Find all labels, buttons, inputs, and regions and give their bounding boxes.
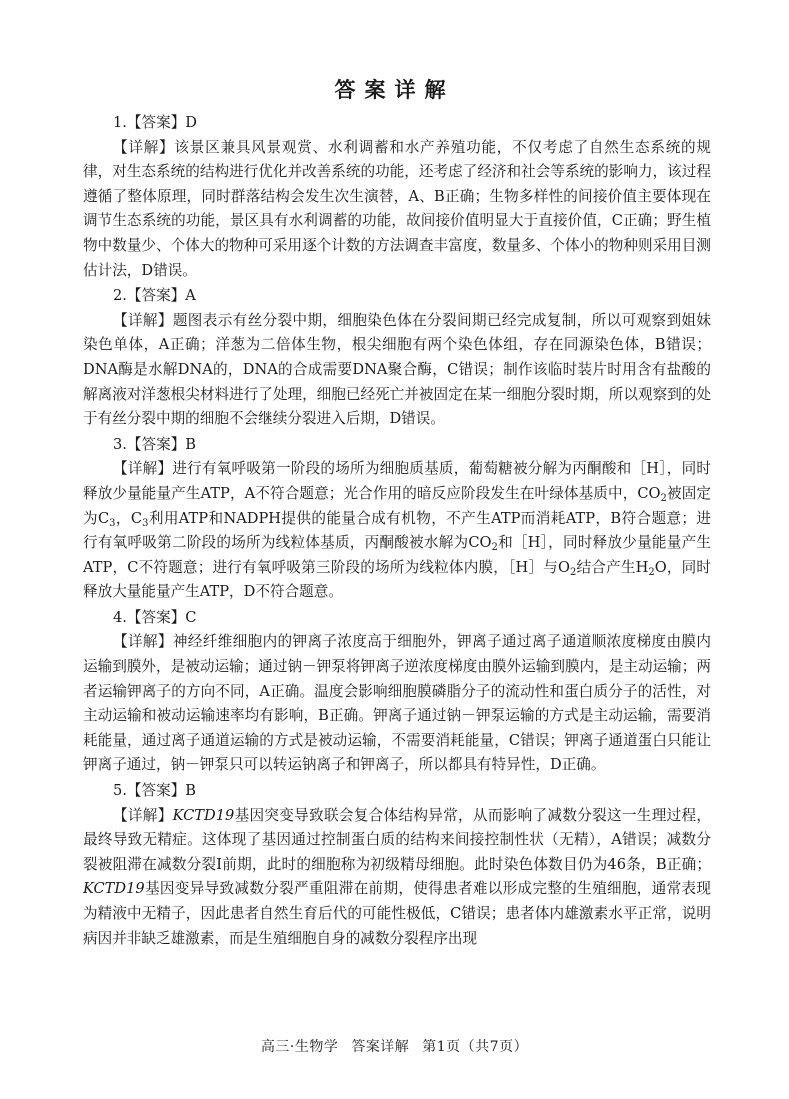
answer-line: 1.【答案】D [113,114,197,131]
indent [83,139,113,156]
explanation-text: ，C [115,509,143,527]
gene-name: KCTD19 [83,880,145,898]
answer-content [83,110,711,951]
explanation-text: 结合产生H [576,558,649,576]
page-footer [0,1036,789,1056]
subscript: 2 [569,566,577,578]
answer-line: 4.【答案】C [113,608,197,626]
answer-line: 5.【答案】B [113,782,197,800]
indent [83,633,113,650]
explanation-text: 【详解】题图表示有丝分裂中期，细胞染色体在分裂间期已经完成复制，所以可观察到姐妹染色单体，A正确；洋葱为二倍体生物，根尖细胞有两个染色体组，存在同源染色体，B错误；DNA酶是水解DNA的，DNA的合成需要DNA聚合酶，C错误；制作该临时装片时用含有盐酸的解离液对洋葱根尖材料进行了处理，细胞已经死亡并被固定在某一细胞分裂时期，所以观察到的处于有丝分裂中期的细胞不会继续分裂进入后期，D错误。 [83,311,711,428]
explanation-text: 基因突变导致联会复合体结构异常，从而影响了减数分裂这一生理过程，最终导致无精症。这体现了基因通过控制蛋白质的结构来间接控制性状（无精），A错误；减数分裂被阻滞在减数分裂Ⅰ前期，此时的细胞称为初级精母细胞。此时染色体数目仍为46条，B正确； [83,806,711,873]
answer-explanation [83,804,711,952]
explanation-text: 【详解】 [113,806,173,824]
answer-explanation [83,136,711,284]
subscript: 2 [660,492,667,504]
subscript: 2 [491,542,498,554]
indent [83,807,113,824]
footer-page-number: 第1页（共7页） [422,1039,529,1055]
explanation-text: 【详解】该景区兼具风景观赏、水利调蓄和水产养殖功能，不仅考虑了自然生态系统的规律，对生态系统的结构进行优化并改善系统的功能，还考虑了经济和社会等系统的影响力，该过程遵循了整体原理，同时群落结构会发生次生演替，A、B正确；生物多样性的间接价值主要体现在调节生态系统的功能，景区具有水利调蓄的功能，故间接价值明显大于直接价值，C正确；野生植物中数量少、个体大的物种可采用逐个计数的方法调查丰富度，数量多、个体小的物种则采用目测估计法，D错误。 [83,138,711,279]
answer-line: 2.【答案】A [113,287,196,305]
explanation-text: 利用ATP和NADPH提供的能量合成有机物，不产生ATP而消耗ATP，B符合题意；进行有氧呼吸第二阶段的场所为线粒体基质，丙酮酸被水解为CO [83,509,712,552]
explanation-text: 基因变异导致减数分裂严重阻滞在前期，使得患者难以形成完整的生殖细胞，通常表现为精液中无精子，因此患者自然生育后代的可能性极低，C错误；患者体内雄激素水平正常，说明病因并非缺乏雄激素，而是生殖细胞自身的减数分裂程序出现 [83,880,711,947]
answer-explanation [83,309,711,432]
subscript: 3 [142,517,149,529]
explanation-text: 被固定为C [83,484,711,527]
explanation-text: O，同时释放大量能量产生ATP，D不符合题意。 [83,558,712,601]
footer-doc: 答案详解 [351,1039,410,1055]
footer-course: 高三·生物学 [260,1039,339,1055]
subscript: 3 [109,517,116,529]
explanation-text: 【详解】进行有氧呼吸第一阶段的场所为细胞质基质，葡萄糖被分解为丙酮酸和［H］，同时释放少量能量产生ATP，A不符合题意；光合作用的暗反应阶段发生在叶绿体基质中，CO [83,460,711,502]
indent [83,460,113,477]
indent [83,312,113,329]
subscript: 2 [648,566,655,578]
page-title: 答案详解 [334,78,455,102]
gene-name: KCTD19 [172,806,235,824]
answer-explanation [83,630,711,778]
answer-explanation [83,457,711,605]
explanation-text: 和［H］，同时释放少量能量产生ATP，C不符题意；进行有氧呼吸第三阶段的场所为线粒体内膜，［H］与O [83,534,711,576]
explanation-text: 【详解】神经纤维细胞内的钾离子浓度高于细胞外，钾离子通过离子通道顺浓度梯度由膜内运输到膜外，是被动运输；通过钠－钾泵将钾离子逆浓度梯度由膜外运输到膜内，是主动运输；两者运输钾离子的方向不同，A正确。温度会影响细胞膜磷脂分子的流动性和蛋白质分子的活性，对主动运输和被动运输速率均有影响，B正确。钾离子通过钠－钾泵运输的方式是主动运输，需要消耗能量，通过离子通道运输的方式是被动运输，不需要消耗能量，C错误；钾离子通道蛋白只能让钾离子通过，钠－钾泵只可以转运钠离子和钾离子，所以都具有特异性，D正确。 [83,633,711,774]
answer-line: 3.【答案】B [113,435,197,453]
